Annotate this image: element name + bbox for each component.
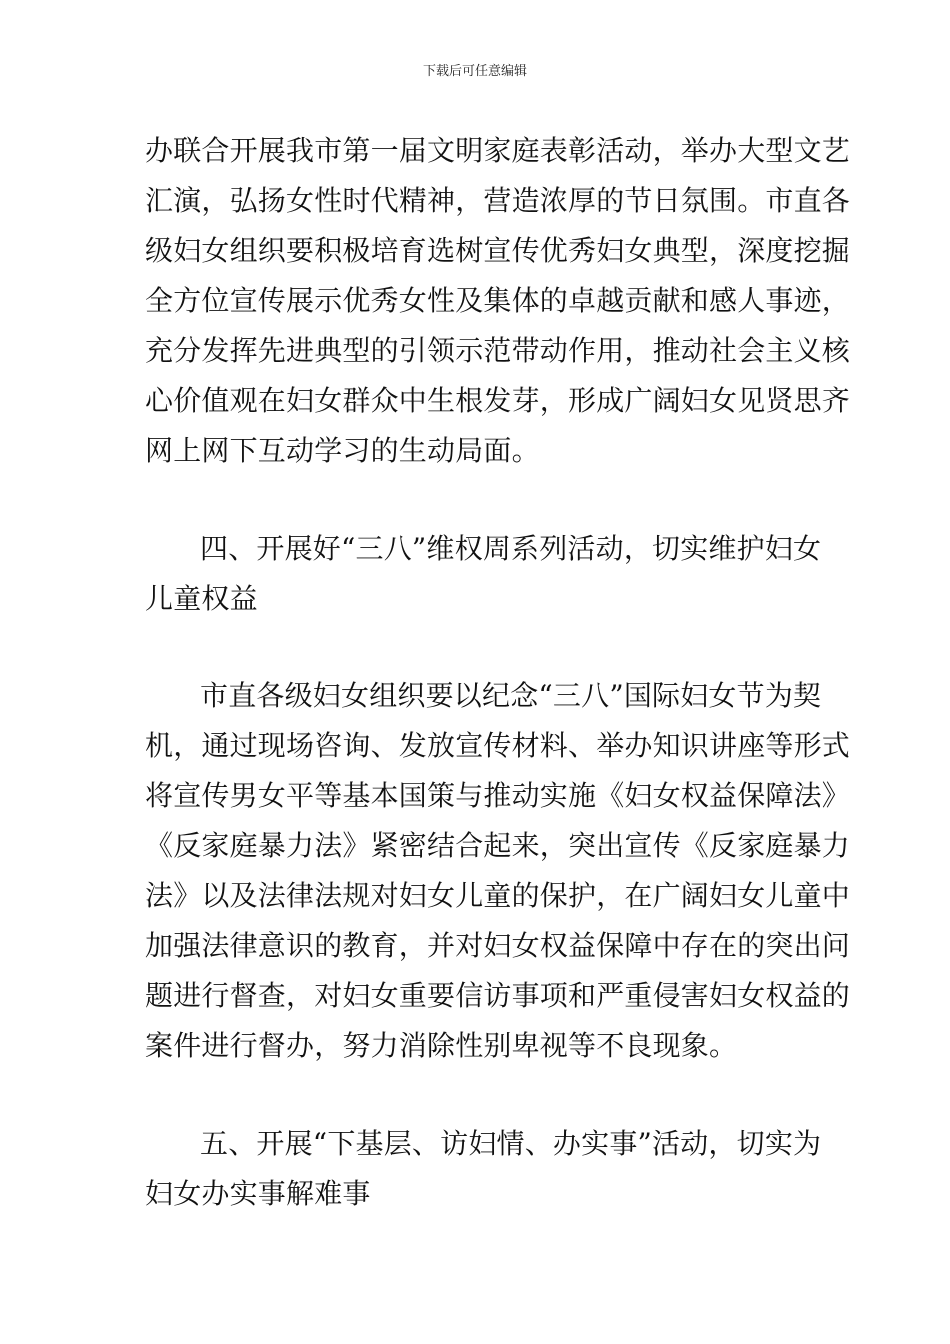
page-header-note: 下载后可任意编辑	[422, 64, 527, 79]
paragraph-line: 心价值观在妇女群众中生根发芽，形成广阔妇女见贤思齐	[145, 384, 851, 417]
paragraph-line: 市直各级妇女组织要以纪念“三八”国际妇女节为契	[200, 679, 822, 712]
paragraph-line: 将宣传男女平等基本国策与推动实施《妇女权益保障法》	[145, 779, 851, 812]
heading-line: 四、开展好“三八”维权周系列活动，切实维护妇女	[200, 532, 822, 565]
paragraph-line: 加强法律意识的教育，并对妇女权益保障中存在的突出问	[145, 929, 851, 962]
paragraph-line: 机，通过现场咨询、发放宣传材料、举办知识讲座等形式	[145, 729, 851, 762]
heading-line: 五、开展“下基层、访妇情、办实事”活动，切实为	[200, 1127, 822, 1160]
paragraph-line: 汇演，弘扬女性时代精神，营造浓厚的节日氛围。市直各	[145, 184, 851, 217]
paragraph-line: 《反家庭暴力法》紧密结合起来，突出宣传《反家庭暴力	[145, 829, 851, 862]
paragraph-line: 全方位宣传展示优秀女性及集体的卓越贡献和感人事迹，	[145, 284, 851, 317]
paragraph-line: 办联合开展我市第一届文明家庭表彰活动，举办大型文艺	[145, 134, 851, 167]
heading-line: 妇女办实事解难事	[145, 1177, 371, 1210]
paragraph-line: 法》以及法律法规对妇女儿童的保护，在广阔妇女儿童中	[145, 879, 851, 912]
paragraph-line: 题进行督查，对妇女重要信访事项和严重侵害妇女权益的	[145, 979, 851, 1012]
paragraph-line: 案件进行督办，努力消除性别卑视等不良现象。	[145, 1029, 738, 1062]
paragraph-line: 充分发挥先进典型的引领示范带动作用，推动社会主义核	[145, 334, 851, 367]
paragraph-line: 网上网下互动学习的生动局面。	[145, 434, 540, 467]
paragraph-line: 级妇女组织要积极培育选树宣传优秀妇女典型，深度挖掘	[145, 234, 851, 267]
heading-line: 儿童权益	[145, 582, 258, 615]
